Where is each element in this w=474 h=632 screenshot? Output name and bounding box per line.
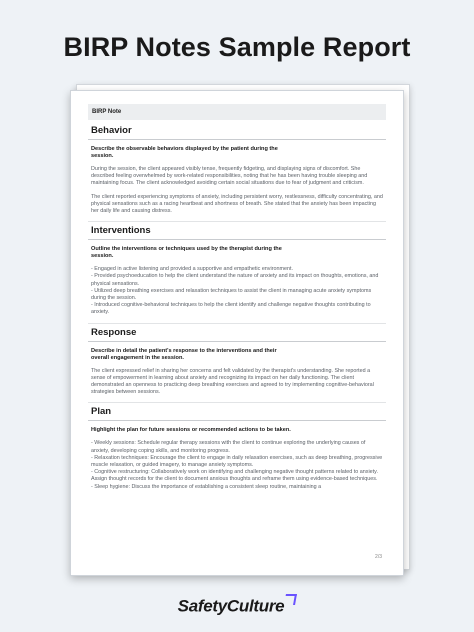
section-heading-behavior: Behavior xyxy=(88,122,386,140)
section-prompt-interventions: Outline the interventions or techniques used by the therapist during the session. xyxy=(91,246,282,260)
section-heading-interventions: Interventions xyxy=(88,221,386,240)
document-header: BIRP Note xyxy=(88,104,386,120)
section-prompt-behavior: Describe the observable behaviors displayed by the patient during the session. xyxy=(91,146,278,159)
document-page xyxy=(88,104,386,566)
section-text-interventions: - Engaged in active listening and provided a supportive and empathetic environment. - Provided psychoeducation to help the client understand the nature of anxiety and its impact on thoughts, emotions, and physical sensations. - Utilized deep breathing exercises and relaxation techniques to assist the client in managing acute anxiety symptoms during the session. - Introduced cognitive-behavioral techniques to help the client identify and challenge negative thoughts contributing to anxiety. xyxy=(91,266,379,316)
brand-logo xyxy=(0,594,474,617)
section-text-response: The client expressed relief in sharing her concerns and felt validated by the therapist's understanding. She reported a sense of empowerment in learning about anxiety and recognizing its impact on her daily functioning. The client demonstrated an openness to practicing deep breathing exercises and agreed to try implementing cognitive-behavioral strategies between sessions. xyxy=(91,367,374,396)
section-text-behavior-2: The client reported experiencing symptoms of anxiety, including persistent worry, restlessness, difficulty concentrating, and physical sensations such as a racing heartbeat and shortness of breath. She stated that the anxiety has been impacting her daily life and causing distress. xyxy=(91,193,383,215)
section-text-behavior-1: During the session, the client appeared visibly tense, frequently fidgeting, and displaying signs of discomfort. She described feeling overwhelmed by work-related responsibilities, noting that he has been having trouble sleeping and maintaining focus. The client acknowledged avoiding certain social situations due to fear of judgment and criticism. xyxy=(91,166,368,187)
brand-check-icon xyxy=(284,594,297,605)
section-heading-response: Response xyxy=(88,323,386,342)
brand-name: SafetyCulture xyxy=(177,596,285,616)
section-prompt-response: Describe in detail the patient's response to the interventions and their overall engagement in the session. xyxy=(91,347,277,361)
section-heading-plan: Plan xyxy=(88,402,386,421)
page-number: 2/3 xyxy=(375,554,382,560)
section-prompt-plan: Highlight the plan for future sessions or recommended actions to be taken. xyxy=(91,427,291,434)
section-text-plan: - Weekly sessions: Schedule regular therapy sessions with the client to continue exploring the underlying causes of anxiety, developing coping skills, and monitoring progress. - Relaxation techniques: Encourage the client to engage in daily relaxation exercises, such as deep breathing, progressive muscle relaxation, or guided imagery, to manage anxiety symptoms. - Cognitive restructuring: Collaboratively work on identifying and challenging negative thought patterns related to anxiety. Assign thought records for the client to document anxious thoughts and reframe them using evidence-based techniques. - Sleep hygiene: Discuss the importance of establishing a consistent sleep routine, maintaining a xyxy=(91,440,383,490)
page-title: BIRP Notes Sample Report xyxy=(63,32,411,62)
